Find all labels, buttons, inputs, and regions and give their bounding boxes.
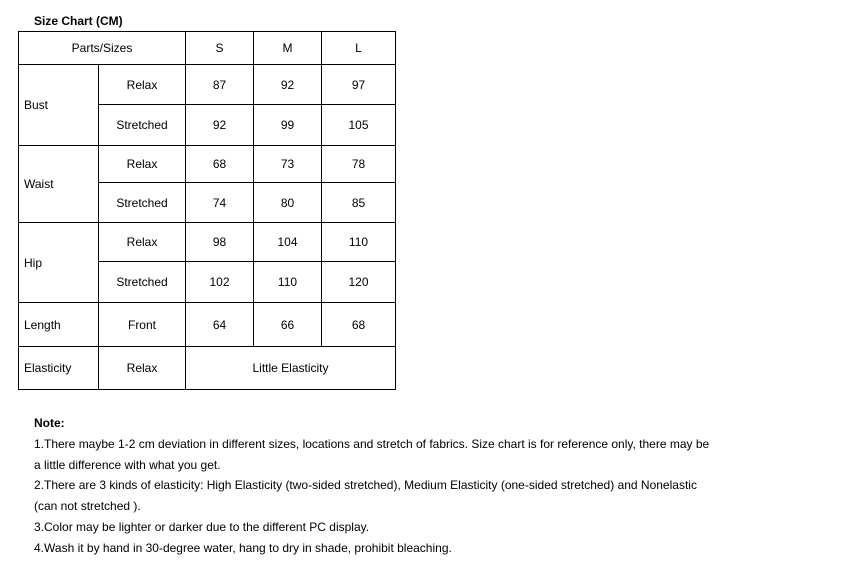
variant-label: Relax (99, 223, 186, 262)
table-row (19, 303, 396, 347)
header-row (19, 32, 396, 65)
value-cell: 92 (254, 65, 322, 105)
variant-label: Stretched (99, 105, 186, 146)
value-cell: 85 (322, 183, 396, 223)
variant-label: Stretched (99, 183, 186, 223)
size-chart-title: Size Chart (CM) (34, 14, 123, 28)
part-label-waist: Waist (19, 146, 99, 223)
value-cell: 120 (322, 262, 396, 303)
value-cell: 64 (186, 303, 254, 347)
value-cell: 97 (322, 65, 396, 105)
note-line: a little difference with what you get. (34, 457, 221, 472)
size-header-s: S (186, 32, 254, 65)
value-cell: 68 (186, 146, 254, 183)
table-row (19, 146, 396, 183)
variant-label: Relax (99, 65, 186, 105)
table-row (19, 347, 396, 390)
value-cell: 105 (322, 105, 396, 146)
value-cell: 80 (254, 183, 322, 223)
note-line: 1.There maybe 1-2 cm deviation in different sizes, locations and stretch of fabrics. Size chart is for reference only, there may be (34, 436, 710, 451)
elasticity-value: Little Elasticity (186, 347, 396, 390)
variant-label: Relax (99, 347, 186, 390)
variant-label: Stretched (99, 262, 186, 303)
size-header-m: M (254, 32, 322, 65)
value-cell: 110 (322, 223, 396, 262)
note-line: (can not stretched ). (34, 499, 141, 514)
value-cell: 102 (186, 262, 254, 303)
part-label-elasticity: Elasticity (19, 347, 99, 390)
value-cell: 92 (186, 105, 254, 146)
value-cell: 98 (186, 223, 254, 262)
note-line: 4.Wash it by hand in 30-degree water, hang to dry in shade, prohibit bleaching. (34, 540, 452, 555)
table-row (19, 223, 396, 262)
value-cell: 110 (254, 262, 322, 303)
table-row (19, 65, 396, 105)
value-cell: 78 (322, 146, 396, 183)
parts-sizes-header: Parts/Sizes (19, 32, 186, 65)
notes-section (34, 413, 734, 559)
part-label-length: Length (19, 303, 99, 347)
variant-label: Relax (99, 146, 186, 183)
value-cell: 74 (186, 183, 254, 223)
size-header-l: L (322, 32, 396, 65)
part-label-hip: Hip (19, 223, 99, 303)
value-cell: 73 (254, 146, 322, 183)
note-line: 2.There are 3 kinds of elasticity: High Elasticity (two-sided stretched), Medium Elasticity (one-sided stretched) and Nonelastic (34, 478, 697, 493)
part-label-bust: Bust (19, 65, 99, 146)
value-cell: 104 (254, 223, 322, 262)
value-cell: 87 (186, 65, 254, 105)
value-cell: 68 (322, 303, 396, 347)
value-cell: 99 (254, 105, 322, 146)
note-line: 3.Color may be lighter or darker due to the different PC display. (34, 519, 370, 534)
size-chart-table (18, 31, 396, 390)
variant-label: Front (99, 303, 186, 347)
value-cell: 66 (254, 303, 322, 347)
notes-title: Note: (34, 416, 65, 430)
